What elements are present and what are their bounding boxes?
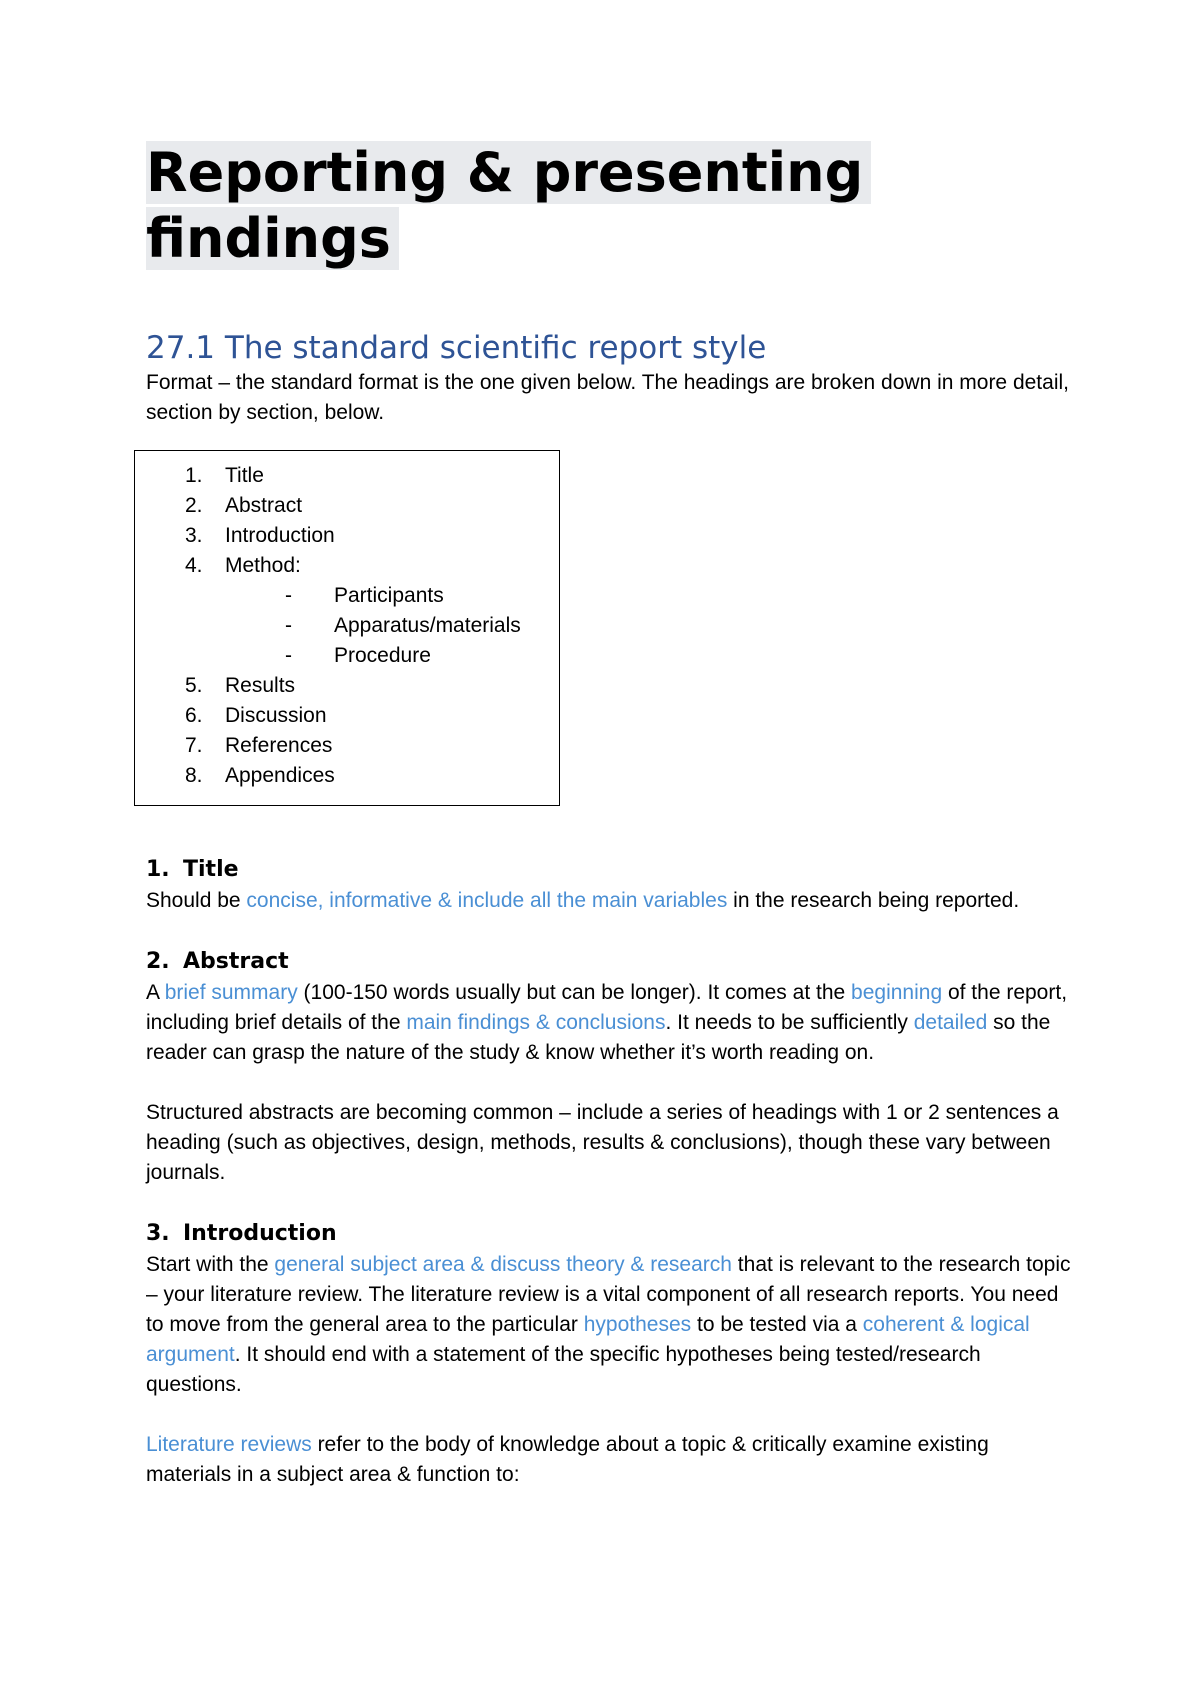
title-section-paragraph bbox=[146, 886, 1076, 916]
abstract-section-number: 2. bbox=[146, 949, 170, 974]
abstract-paragraph-1 bbox=[146, 978, 1076, 1068]
title-section-heading bbox=[146, 854, 1076, 886]
outline-item-number: 2. bbox=[185, 494, 203, 517]
outline-item bbox=[135, 551, 559, 581]
outline-subitem-label: Apparatus/materials bbox=[334, 614, 521, 637]
introduction-section-number: 3. bbox=[146, 1221, 170, 1246]
outline-item-number: 4. bbox=[185, 554, 203, 577]
outline-item-label: Introduction bbox=[225, 524, 335, 547]
highlighted-term: detailed bbox=[913, 1011, 988, 1034]
document-title-line-2: findings bbox=[146, 207, 399, 270]
outline-item-number: 7. bbox=[185, 734, 203, 757]
highlighted-term: main findings & conclusions bbox=[406, 1011, 666, 1034]
introduction-section bbox=[146, 1218, 1076, 1490]
introduction-paragraph-1 bbox=[146, 1250, 1076, 1400]
outline-subitem-dash: - bbox=[285, 644, 292, 667]
outline-subitem bbox=[135, 581, 559, 611]
highlighted-term: coherent & logical argument bbox=[146, 1313, 1030, 1366]
document-title bbox=[146, 140, 1076, 272]
outline-item-number: 6. bbox=[185, 704, 203, 727]
title-section bbox=[146, 854, 1076, 916]
outline-item bbox=[135, 521, 559, 551]
outline-item-label: Discussion bbox=[225, 704, 327, 727]
outline-item-label: Method: bbox=[225, 554, 301, 577]
text-run: A bbox=[146, 981, 165, 1004]
abstract-section-label: Abstract bbox=[183, 949, 289, 974]
introduction-section-heading bbox=[146, 1218, 1076, 1250]
format-paragraph: Format – the standard format is the one given below. The headings are broken down in more detail, section by section, below. bbox=[146, 371, 1069, 424]
outline-item bbox=[135, 491, 559, 521]
outline-item-label: Appendices bbox=[225, 764, 335, 787]
text-run: Should be bbox=[146, 889, 247, 912]
highlighted-term: general subject area & discuss theory & research bbox=[274, 1253, 732, 1276]
highlighted-term: Literature reviews bbox=[146, 1433, 312, 1456]
outline-item bbox=[135, 671, 559, 701]
text-run: . It needs to be sufficiently bbox=[665, 1011, 914, 1034]
outline-subitem-dash: - bbox=[285, 584, 292, 607]
outline-item-number: 1. bbox=[185, 464, 203, 487]
text-run: so the reader can grasp the nature of the study & know whether it’s worth reading on. bbox=[146, 1011, 1051, 1064]
highlighted-term: beginning bbox=[851, 981, 943, 1004]
text-run: that is relevant to the research topic – your literature review. The literature review is a vital component of all research reports. You need to move from the general area to the particular bbox=[146, 1253, 1071, 1336]
introduction-section-label: Introduction bbox=[183, 1221, 337, 1246]
abstract-section bbox=[146, 946, 1076, 1188]
highlighted-term: brief summary bbox=[164, 981, 298, 1004]
title-section-number: 1. bbox=[146, 857, 170, 882]
highlighted-term: concise, informative & include all the main variables bbox=[246, 889, 728, 912]
abstract-paragraph-2: Structured abstracts are becoming common – include a series of headings with 1 or 2 sentences a heading (such as objectives, design, methods, results & conclusions), though these vary between journals. bbox=[146, 1101, 1059, 1184]
outline-subitem bbox=[135, 641, 559, 671]
outline-subitem-label: Procedure bbox=[334, 644, 431, 667]
text-run: (100-150 words usually but can be longer). It comes at the bbox=[297, 981, 852, 1004]
outline-subitem bbox=[135, 611, 559, 641]
outline-subitem-label: Participants bbox=[334, 584, 444, 607]
introduction-paragraph-2 bbox=[146, 1430, 1076, 1490]
outline-item bbox=[135, 761, 559, 791]
highlighted-term: hypotheses bbox=[583, 1313, 692, 1336]
outline-subitem-dash: - bbox=[285, 614, 292, 637]
outline-item-number: 5. bbox=[185, 674, 203, 697]
text-run: Start with the bbox=[146, 1253, 275, 1276]
outline-item-label: References bbox=[225, 734, 333, 757]
report-outline-box bbox=[134, 450, 560, 806]
text-run: of the report, including brief details of the bbox=[146, 981, 1068, 1034]
outline-item bbox=[135, 731, 559, 761]
text-run: refer to the body of knowledge about a topic & critically examine existing materials in a subject area & function to: bbox=[146, 1433, 989, 1486]
outline-item bbox=[135, 461, 559, 491]
section-heading: 27.1 The standard scientific report style bbox=[146, 330, 767, 366]
document-page bbox=[146, 140, 1076, 1490]
document-title-line-1: Reporting & presenting bbox=[146, 141, 871, 204]
text-run: to be tested via a bbox=[691, 1313, 863, 1336]
outline-item-label: Abstract bbox=[225, 494, 303, 517]
title-section-label: Title bbox=[183, 857, 239, 882]
text-run: in the research being reported. bbox=[727, 889, 1020, 912]
outline-item bbox=[135, 701, 559, 731]
outline-item-number: 3. bbox=[185, 524, 203, 547]
text-run: . It should end with a statement of the specific hypotheses being tested/research questions. bbox=[146, 1343, 981, 1396]
abstract-section-heading bbox=[146, 946, 1076, 978]
outline-item-number: 8. bbox=[185, 764, 203, 787]
outline-item-label: Results bbox=[225, 674, 296, 697]
outline-item-label: Title bbox=[225, 464, 264, 487]
